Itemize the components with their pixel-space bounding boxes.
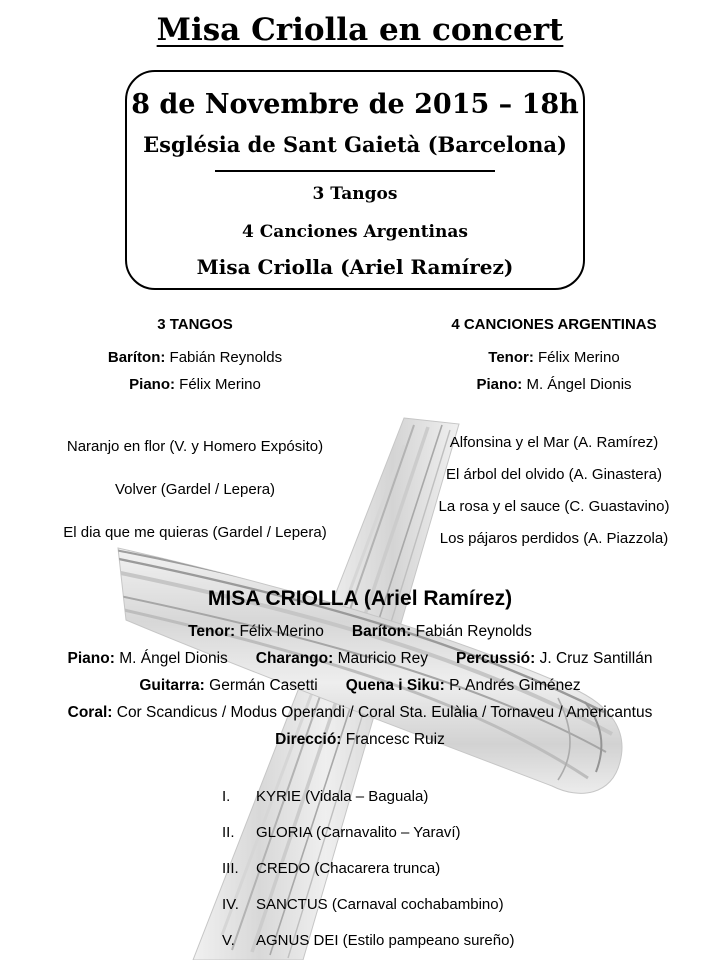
movement-numeral: III. <box>222 860 239 877</box>
credit-role-label: Tenor: <box>188 623 236 640</box>
song-item: El árbol del olvido (A. Ginastera) <box>446 466 662 483</box>
credit-role-label: Baríton: <box>351 623 412 640</box>
movement-numeral: I. <box>222 788 231 805</box>
movement-list <box>222 788 514 960</box>
credit-group: Piano: M. Ángel Dionis <box>67 650 228 667</box>
event-venue: Església de Sant Gaietà (Barcelona) <box>143 132 567 157</box>
movement-text: SANCTUS (Carnaval cochabambino) <box>256 896 504 913</box>
movement-numeral: IV. <box>222 896 239 913</box>
movement-item <box>222 824 514 842</box>
canciones-song-list <box>388 434 720 548</box>
credit-group: Direcció: Francesc Ruiz <box>275 731 445 748</box>
event-date: 8 de Novembre de 2015 – 18h <box>131 89 579 120</box>
divider-line <box>215 170 495 172</box>
misa-criolla-section <box>0 586 720 753</box>
performer-line: Piano: M. Ángel Dionis <box>476 376 632 393</box>
credit-group: Guitarra: Germán Casetti <box>139 677 318 694</box>
credit-group: Charango: Mauricio Rey <box>255 650 429 667</box>
misa-title: MISA CRIOLLA (Ariel Ramírez) <box>207 587 513 610</box>
page-title: Misa Criolla en concert <box>156 12 564 48</box>
credit-role-label: Guitarra: <box>139 677 205 694</box>
movement-numeral: II. <box>222 824 235 841</box>
credit-role-label: Percussió: <box>456 650 536 667</box>
credit-role-label: Coral: <box>67 704 113 721</box>
tangos-header: 3 TANGOS <box>157 316 233 333</box>
misa-credits <box>0 618 720 753</box>
program-item: 3 Tangos <box>312 184 398 204</box>
credit-role-label: Piano: <box>67 650 115 667</box>
program-item: Misa Criolla (Ariel Ramírez) <box>196 255 514 279</box>
song-item: Los pájaros perdidos (A. Piazzola) <box>439 530 669 547</box>
performer-role-label: Piano: <box>129 376 175 393</box>
movement-numeral: V. <box>222 932 235 949</box>
program-columns <box>0 317 720 567</box>
tangos-song-list <box>20 438 370 542</box>
credit-line <box>0 672 720 699</box>
credit-group: Coral: Cor Scandicus / Modus Operandi / Coral Sta. Eulàlia / Tornaveu / Americantus <box>67 704 653 721</box>
credit-line <box>0 645 720 672</box>
credit-group: Percussió: J. Cruz Santillán <box>456 650 653 667</box>
credit-line <box>0 726 720 753</box>
movement-text: KYRIE (Vidala – Baguala) <box>256 788 429 805</box>
credit-group: Baríton: Fabián Reynolds <box>351 623 532 640</box>
credit-line <box>0 618 720 645</box>
movement-text: GLORIA (Carnavalito – Yaraví) <box>256 824 461 841</box>
credit-role-label: Direcció: <box>275 731 342 748</box>
program-item: 4 Canciones Argentinas <box>242 222 468 242</box>
credit-group: Quena i Siku: P. Andrés Giménez <box>345 677 581 694</box>
performer-line: Baríton: Fabián Reynolds <box>107 349 283 366</box>
movement-item <box>222 896 514 914</box>
song-item: Volver (Gardel / Lepera) <box>114 481 276 498</box>
canciones-performers <box>388 349 720 394</box>
song-item: Alfonsina y el Mar (A. Ramírez) <box>449 434 659 451</box>
canciones-column <box>388 317 720 567</box>
performer-role-label: Piano: <box>476 376 523 393</box>
tangos-column <box>20 317 370 567</box>
song-item: La rosa y el sauce (C. Guastavino) <box>438 498 670 515</box>
song-item: Naranjo en flor (V. y Homero Expósito) <box>66 438 324 455</box>
credit-line <box>0 699 720 726</box>
movement-item <box>222 932 514 950</box>
tangos-performers <box>20 349 370 394</box>
movement-text: AGNUS DEI (Estilo pampeano sureño) <box>256 932 515 949</box>
performer-role-label: Baríton: <box>107 349 166 366</box>
movement-text: CREDO (Chacarera trunca) <box>256 860 441 877</box>
credit-group: Tenor: Félix Merino <box>188 623 324 640</box>
song-item: El dia que me quieras (Gardel / Lepera) <box>63 524 327 541</box>
credit-role-label: Charango: <box>255 650 334 667</box>
credit-role-label: Quena i Siku: <box>345 677 445 694</box>
canciones-header: 4 CANCIONES ARGENTINAS <box>451 316 657 333</box>
movement-item <box>222 788 514 806</box>
event-info-box <box>125 70 585 290</box>
performer-role-label: Tenor: <box>488 349 534 366</box>
performer-line: Piano: Félix Merino <box>129 376 261 393</box>
performer-line: Tenor: Félix Merino <box>488 349 620 366</box>
movement-item <box>222 860 514 878</box>
